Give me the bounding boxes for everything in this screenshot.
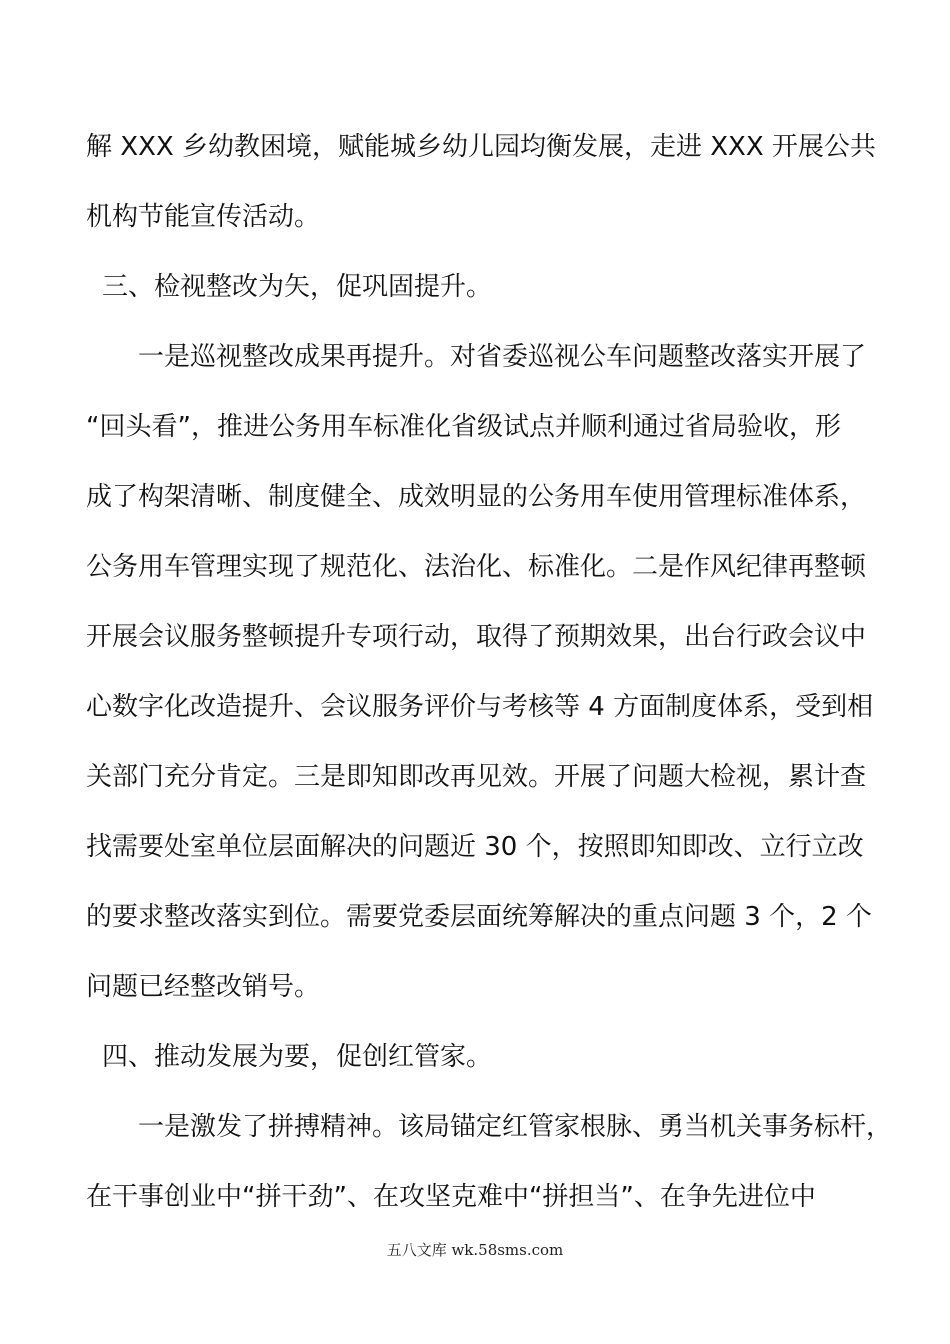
body-text-line: 关部门充分肯定。三是即知即改再见效。开展了问题大检视，累计查 [86,762,867,792]
body-text-line: 成了构架清晰、制度健全、成效明显的公务用车使用管理标准体系， [86,482,867,512]
body-text-line: 找需要处室单位层面解决的问题近 30 个，按照即知即改、立行立改 [86,832,864,862]
paragraph-first-line: 一是激发了拼搏精神。该局锚定红管家根脉、勇当机关事务标杆， [138,1112,893,1142]
page-footer: 五八文库 wk.58sms.com [386,1241,564,1259]
body-text-line: “回头看”，推进公务用车标准化省级试点并顺利通过省局验收，形 [86,412,841,442]
section-heading: 四、推动发展为要，促创红管家。 [102,1042,493,1072]
body-text-line: 在干事创业中“拼干劲”、在攻坚克难中“拼担当”、在争先进位中 [86,1182,816,1212]
body-text-line: 机构节能宣传活动。 [86,202,321,232]
body-text-line: 公务用车管理实现了规范化、法治化、标准化。二是作风纪律再整顿 [86,552,867,582]
body-text-line: 解 XXX 乡幼教困境，赋能城乡幼儿园均衡发展，走进 XXX 开展公共 [86,132,876,162]
body-text-line: 心数字化改造提升、会议服务评价与考核等 4 方面制度体系，受到相 [86,692,874,722]
body-text-line: 开展会议服务整顿提升专项行动，取得了预期效果，出台行政会议中 [86,622,867,652]
body-text-line: 的要求整改落实到位。需要党委层面统筹解决的重点问题 3 个，2 个 [86,902,872,932]
paragraph-first-line: 一是巡视整改成果再提升。对省委巡视公车问题整改落实开展了 [138,342,867,372]
body-text-line: 问题已经整改销号。 [86,972,321,1002]
section-heading: 三、检视整改为矢，促巩固提升。 [102,272,493,302]
